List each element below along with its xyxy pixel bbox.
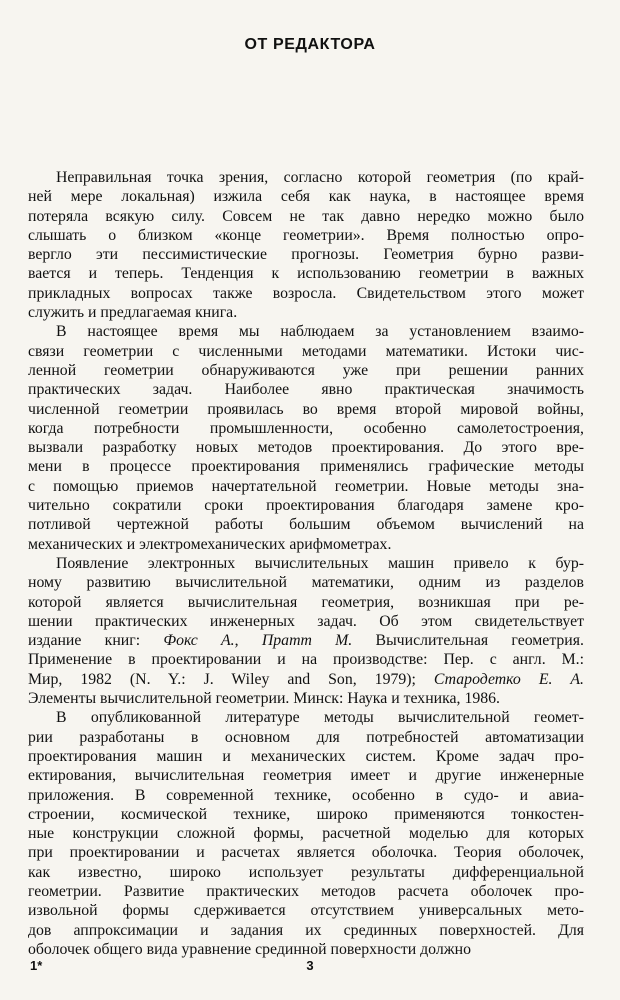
text-line: при проектировании и расчетах является оболочка. Теория оболочек, xyxy=(28,844,584,862)
paragraph xyxy=(28,554,584,708)
paragraph xyxy=(28,168,584,322)
text-line: когда потребности промышленности, особенно самолетостроения, xyxy=(28,419,584,437)
text-line: которой является вычислительная геометрия, возникшая при ре- xyxy=(28,593,584,611)
text-line: связи геометрии с численными методами математики. Истоки чис- xyxy=(28,342,584,360)
paragraph xyxy=(28,322,584,554)
text-line: строении, космической технике, широко применяются тонкостен- xyxy=(28,805,584,823)
text-line: чительно сократили сроки проектирования благодаря замене кро- xyxy=(28,497,584,515)
text-line: приложения. В современной технике, особенно в судо- и авиа- xyxy=(28,786,584,804)
text-line: механических и электромеханических арифмометрах. xyxy=(28,535,392,553)
text-line: Неправильная точка зрения, согласно которой геометрия (по край- xyxy=(56,169,584,186)
text-line: Элементы вычислительной геометрии. Минск: Наука и техника, 1986. xyxy=(28,690,501,708)
text-line: прикладных вопросах также возросла. Свидетельством этого может xyxy=(28,284,584,302)
text-line: вергло эти пессимистические прогнозы. Геометрия бурно разви- xyxy=(28,246,584,264)
text-line: оболочек общего вида уравнение срединной поверхности должно xyxy=(28,940,472,958)
page-title: ОТ РЕДАКТОРА xyxy=(244,36,376,53)
text-line: вызвали разработку новых методов проектирования. До этого вре- xyxy=(28,439,584,457)
text-segment: Мир, 1982 (N. Y.: J. Wiley and Son, 1979); xyxy=(28,670,434,688)
text-line: ные конструкции сложной формы, расчетной моделью для которых xyxy=(28,825,584,843)
text-line: рии разработаны в основном для потребностей автоматизации xyxy=(28,728,584,746)
body-text xyxy=(28,168,584,959)
text-line: мени в процессе проектирования применялись графические методы xyxy=(28,458,584,476)
signature-mark: 1* xyxy=(30,958,43,973)
text-line: Появление электронных вычислительных машин привело к бур- xyxy=(56,554,584,572)
text-line: шении практических инженерных задач. Об этом свидетельствует xyxy=(28,612,584,630)
text-line: В опубликованной литературе методы вычислительной геомет- xyxy=(56,709,584,727)
text-segment: , xyxy=(234,632,262,650)
page-number: 3 xyxy=(306,958,314,973)
text-line: вается и теперь. Тенденция к использованию геометрии в важных xyxy=(28,265,584,283)
text-line: ектирования, вычислительная геометрия имеет и другие инженерные xyxy=(28,767,584,785)
text-line: В настоящее время мы наблюдаем за установлением взаимо- xyxy=(56,323,584,341)
text-line xyxy=(28,631,584,650)
text-segment: издание книг: xyxy=(28,632,164,650)
text-line: потеряла всякую силу. Совсем не так давно нередко можно было xyxy=(28,207,584,225)
text-line: слышать о близком «конце геометрии». Время полностью опро- xyxy=(28,226,584,244)
text-line: с помощью приемов начертательной геометрии. Новые методы зна- xyxy=(28,477,584,495)
text-line: как известно, широко использует результаты дифференциальной xyxy=(28,863,584,881)
text-line: геометрии. Развитие практических методов расчета оболочек про- xyxy=(28,882,584,900)
text-line: проектирования машин и механических систем. Кроме задач про- xyxy=(28,747,584,765)
text-line: служить и предлагаемая книга. xyxy=(28,304,238,322)
text-line: практических задач. Наиболее явно практическая значимость xyxy=(28,381,584,399)
paragraph xyxy=(28,708,584,959)
text-line: дов аппроксимации и задания их срединных поверхностей. Для xyxy=(28,921,584,939)
author-name: Фокс А. xyxy=(163,632,235,650)
text-line: Применение в проектировании и на производстве: Пер. с англ. М.: xyxy=(28,651,584,669)
text-line: извольной формы сдерживается отсутствием универсальных мето- xyxy=(28,902,584,920)
text-line: потливой чертежной работы большим объемом вычислений на xyxy=(28,516,584,534)
text-line: ленной геометрии обнаруживаются уже при решении ранних xyxy=(28,361,584,379)
text-line xyxy=(28,670,584,689)
text-line: ней мере локальная) изжила себя как наука, в настоящее время xyxy=(28,188,584,206)
text-line: численной геометрии проявилась во время второй мировой войны, xyxy=(28,400,584,418)
author-name: Пратт М. xyxy=(261,632,353,650)
text-line: ному развитию вычислительной математики, одним из разделов xyxy=(28,574,584,592)
author-name: Стародетко Е. А. xyxy=(433,670,584,688)
text-segment: Вычислительная геометрия. xyxy=(352,632,584,650)
